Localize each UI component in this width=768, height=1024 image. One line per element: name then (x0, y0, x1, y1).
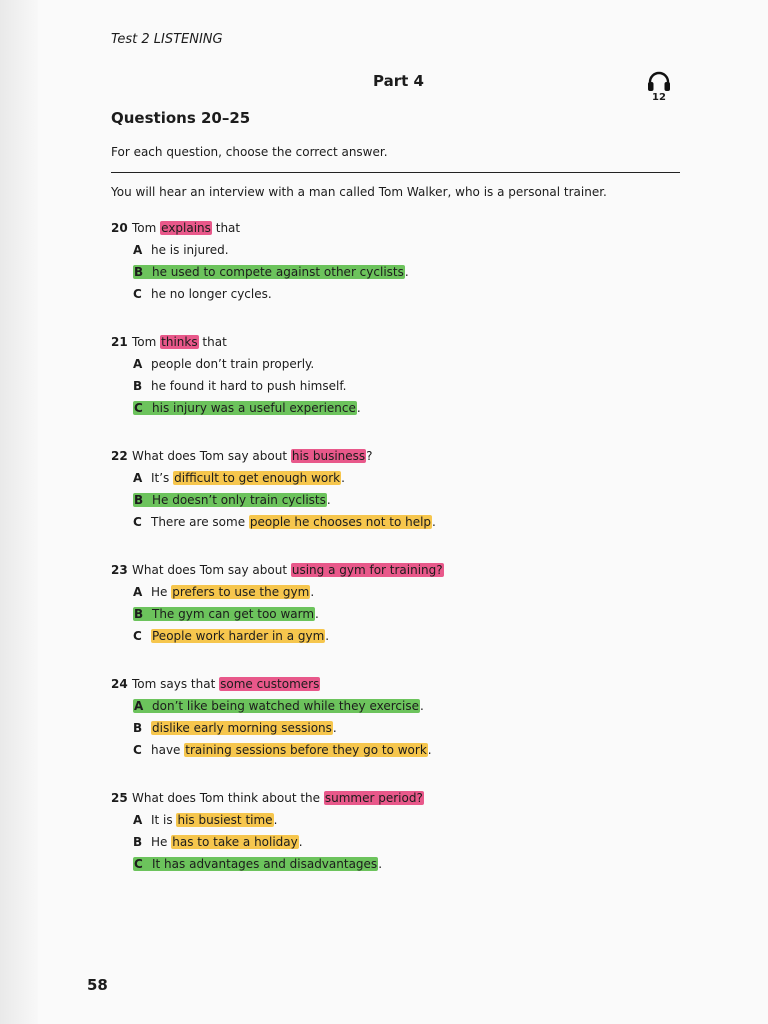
questions-heading: Questions 20–25 (111, 109, 251, 127)
option-letter: C (133, 287, 142, 301)
question-number: 21 (111, 335, 128, 349)
instruction-text: For each question, choose the correct answer. (111, 145, 388, 159)
option-b (111, 489, 691, 511)
question-number: 24 (111, 677, 128, 691)
option-text: The gym can get too warm (152, 607, 315, 621)
option-letter: A (133, 813, 143, 827)
stem-text: Tom says that (132, 677, 220, 691)
highlighted-keyword: his business (291, 449, 366, 463)
stem-text: Tom (132, 221, 161, 235)
option-text: he used to compete against other cyclists (152, 265, 404, 279)
option-b (111, 603, 691, 625)
stem-text: that (211, 221, 241, 235)
option-c (111, 397, 691, 419)
highlighted-keyword: thinks (161, 335, 198, 349)
option-text: . (326, 493, 331, 507)
page-shadow (0, 0, 38, 1024)
option-text: It is (151, 813, 177, 827)
option-text: people don’t train properly. (151, 357, 315, 371)
option-letter: B (134, 265, 144, 279)
correct-answer-highlight (133, 857, 378, 871)
question-23 (111, 559, 691, 673)
option-c (111, 739, 691, 761)
option-text: It has advantages and disadvantages (152, 857, 378, 871)
stem-text: ? (366, 449, 373, 463)
highlighted-phrase: has to take a holiday (172, 835, 298, 849)
highlighted-phrase: his busiest time (177, 813, 273, 827)
option-a (111, 467, 691, 489)
correct-answer-highlight (133, 401, 357, 415)
option-text: don’t like being watched while they exercise (152, 699, 419, 713)
question-stem (111, 331, 691, 353)
option-a (111, 809, 691, 831)
highlighted-keyword: explains (161, 221, 211, 235)
stem-text: What does Tom think about the (132, 791, 324, 805)
option-letter: B (133, 835, 143, 849)
stem-text: What does Tom say about (132, 449, 291, 463)
divider-rule (111, 172, 680, 173)
option-letter: A (134, 699, 144, 713)
audio-track-number: 12 (652, 92, 666, 103)
question-25 (111, 787, 691, 901)
option-text: . (310, 585, 315, 599)
option-text: . (378, 857, 383, 871)
option-text: have (151, 743, 185, 757)
option-text: He (151, 835, 172, 849)
question-24 (111, 673, 691, 787)
option-letter: B (134, 493, 144, 507)
question-stem (111, 559, 691, 581)
audio-track-marker (646, 70, 672, 103)
option-letter: C (133, 743, 142, 757)
correct-answer-highlight (133, 699, 420, 713)
option-letter: C (133, 515, 142, 529)
option-text: he no longer cycles. (151, 287, 272, 301)
correct-answer-highlight (133, 493, 327, 507)
highlighted-phrase: people he chooses not to help (249, 515, 432, 529)
option-letter: A (133, 243, 143, 257)
correct-answer-highlight (133, 607, 315, 621)
page-number: 58 (87, 976, 108, 994)
option-text: . (315, 607, 319, 621)
option-text: . (356, 401, 361, 415)
option-text: . (341, 471, 345, 485)
option-text: He doesn’t only train cyclists (152, 493, 326, 507)
highlighted-phrase: training sessions before they go to work (185, 743, 427, 757)
stem-text: What does Tom say about (132, 563, 291, 577)
option-text: There are some (151, 515, 249, 529)
stem-text: Tom (132, 335, 161, 349)
question-number: 22 (111, 449, 128, 463)
correct-answer-highlight (133, 265, 405, 279)
questions-list (111, 217, 691, 901)
highlighted-keyword: summer period? (324, 791, 423, 805)
option-b (111, 717, 691, 739)
option-text: . (332, 721, 337, 735)
question-stem (111, 445, 691, 467)
option-letter: A (133, 585, 143, 599)
option-a (111, 239, 691, 261)
option-text: . (325, 629, 330, 643)
question-number: 25 (111, 791, 128, 805)
option-c (111, 853, 691, 875)
stem-text: that (198, 335, 227, 349)
option-letter: B (134, 607, 144, 621)
headphones-icon (646, 70, 672, 92)
option-b (111, 261, 691, 283)
option-text: his injury was a useful experience (152, 401, 356, 415)
option-letter: A (133, 357, 143, 371)
option-a (111, 353, 691, 375)
highlighted-phrase: difficult to get enough work (174, 471, 341, 485)
option-c (111, 625, 691, 647)
option-text: . (298, 835, 303, 849)
option-letter: A (133, 471, 143, 485)
option-a (111, 695, 691, 717)
option-text: It’s (151, 471, 174, 485)
option-text: . (273, 813, 278, 827)
option-c (111, 283, 691, 305)
question-20 (111, 217, 691, 331)
option-letter: C (134, 857, 143, 871)
question-21 (111, 331, 691, 445)
option-text: he is injured. (151, 243, 229, 257)
option-letter: C (133, 629, 142, 643)
option-text: . (404, 265, 409, 279)
highlighted-phrase: dislike early morning sessions (152, 721, 332, 735)
question-stem (111, 787, 691, 809)
intro-text: You will hear an interview with a man called Tom Walker, who is a personal trainer. (111, 185, 607, 199)
highlighted-keyword: using a gym for training? (291, 563, 443, 577)
question-22 (111, 445, 691, 559)
option-b (111, 831, 691, 853)
option-text: . (419, 699, 424, 713)
question-number: 20 (111, 221, 128, 235)
option-text: . (432, 515, 436, 529)
test-header: Test 2 LISTENING (111, 32, 223, 47)
question-stem (111, 217, 691, 239)
part-title: Part 4 (373, 72, 424, 90)
highlighted-phrase: People work harder in a gym (152, 629, 325, 643)
question-stem (111, 673, 691, 695)
option-text: He (151, 585, 172, 599)
highlighted-phrase: prefers to use the gym (172, 585, 310, 599)
option-b (111, 375, 691, 397)
option-letter: C (134, 401, 143, 415)
option-letter: B (133, 379, 143, 393)
option-a (111, 581, 691, 603)
option-text: he found it hard to push himself. (151, 379, 347, 393)
question-number: 23 (111, 563, 128, 577)
option-text: . (427, 743, 432, 757)
option-letter: B (133, 721, 143, 735)
highlighted-keyword: some customers (220, 677, 320, 691)
option-c (111, 511, 691, 533)
